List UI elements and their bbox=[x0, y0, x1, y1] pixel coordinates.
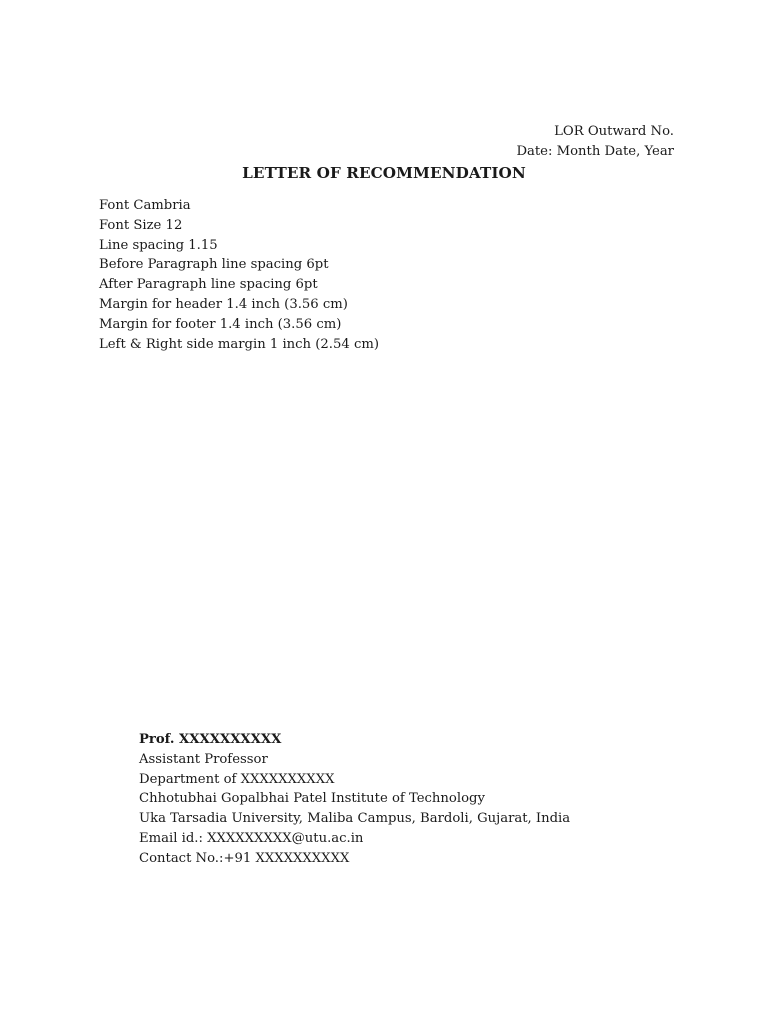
spec-item: After Paragraph line spacing 6pt bbox=[99, 277, 318, 293]
signatory-name: Prof. XXXXXXXXXX bbox=[139, 732, 282, 747]
signatory-contact: Contact No.:+91 XXXXXXXXXX bbox=[139, 850, 350, 866]
letter-header bbox=[516, 122, 674, 162]
spec-item: Margin for footer 1.4 inch (3.56 cm) bbox=[99, 316, 342, 332]
outward-number: LOR Outward No. bbox=[554, 124, 674, 139]
spec-item: Font Size 12 bbox=[99, 217, 183, 233]
spec-item: Left & Right side margin 1 inch (2.54 cm) bbox=[99, 336, 379, 352]
format-spec-list bbox=[99, 196, 379, 354]
signatory-university: Uka Tarsadia University, Maliba Campus, Bardoli, Gujarat, India bbox=[139, 811, 571, 827]
spec-item: Before Paragraph line spacing 6pt bbox=[99, 257, 329, 273]
signatory-institute: Chhotubhai Gopalbhai Patel Institute of Technology bbox=[139, 791, 485, 807]
signature-block bbox=[139, 730, 570, 869]
signatory-designation: Assistant Professor bbox=[139, 751, 268, 767]
document-title: LETTER OF RECOMMENDATION bbox=[242, 164, 526, 182]
signatory-email: Email id.: XXXXXXXXX@utu.ac.in bbox=[139, 830, 364, 846]
letter-date: Date: Month Date, Year bbox=[516, 144, 674, 159]
spec-item: Font Cambria bbox=[99, 198, 191, 213]
spec-item: Margin for header 1.4 inch (3.56 cm) bbox=[99, 296, 348, 312]
spec-item: Line spacing 1.15 bbox=[99, 237, 218, 253]
signatory-department: Department of XXXXXXXXXX bbox=[139, 771, 335, 787]
